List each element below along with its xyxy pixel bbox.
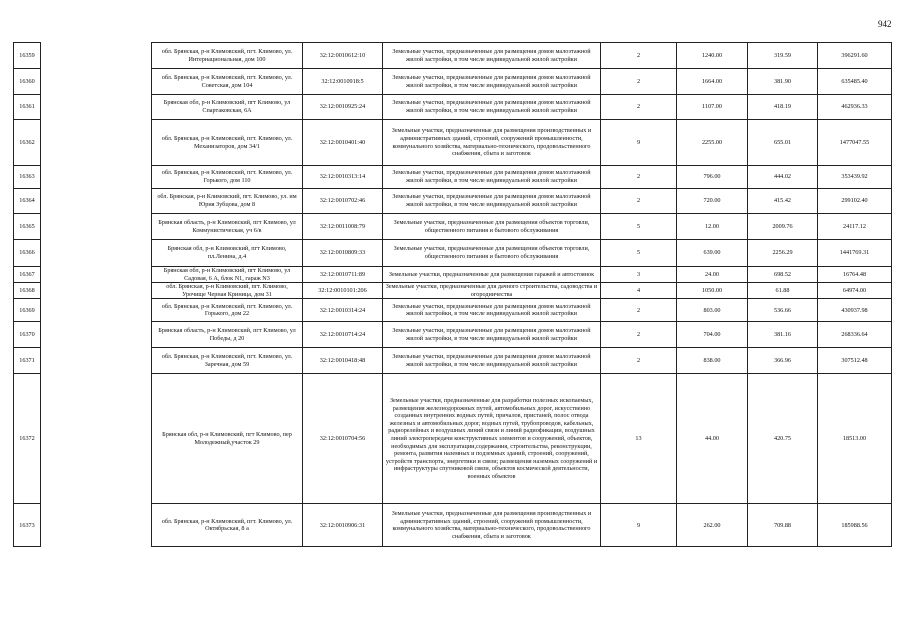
specific-value-cell: 2256.29: [748, 240, 818, 267]
group-cell: 9: [601, 120, 677, 166]
table-row: [14, 43, 892, 69]
group-cell: 13: [601, 374, 677, 504]
cadastral-value-cell: 635485.40: [818, 69, 892, 95]
spacer-cell: [41, 166, 152, 189]
table-row: [14, 322, 892, 348]
cadastral-value-cell: 268336.64: [818, 322, 892, 348]
group-cell: 5: [601, 214, 677, 240]
cadastral-number-cell: 32:12:0010809:33: [303, 240, 383, 267]
specific-value-cell: 418.19: [748, 95, 818, 120]
area-cell: 1240.00: [677, 43, 748, 69]
group-cell: 2: [601, 69, 677, 95]
row-number-cell: 16363: [14, 166, 41, 189]
table-row: [14, 348, 892, 374]
specific-value-cell: 420.75: [748, 374, 818, 504]
cadastral-value-cell: 396291.60: [818, 43, 892, 69]
row-number-cell: 16361: [14, 95, 41, 120]
table-row: [14, 214, 892, 240]
table-row: [14, 299, 892, 322]
land-use-cell: Земельные участки, предназначенные для дачного строительства, садоводства и огородничества: [383, 283, 601, 299]
page-number: 942: [878, 19, 892, 29]
area-cell: 44.00: [677, 374, 748, 504]
address-cell: обл. Брянская, р-н Климовский, пгт. Климово, ул. Механизаторов, дом 34/1: [152, 120, 303, 166]
cadastral-value-cell: 18513.00: [818, 374, 892, 504]
group-cell: 2: [601, 322, 677, 348]
row-number-cell: 16362: [14, 120, 41, 166]
cadastral-value-cell: 430937.98: [818, 299, 892, 322]
cadastral-number-cell: 32:12:0010418:48: [303, 348, 383, 374]
spacer-cell: [41, 504, 152, 547]
land-use-cell: Земельные участки, предназначенные для размещения домов малоэтажной жилой застройки, в том числе индивидуальной жилой застройки: [383, 189, 601, 214]
spacer-cell: [41, 283, 152, 299]
row-number-cell: 16368: [14, 283, 41, 299]
specific-value-cell: 61.88: [748, 283, 818, 299]
row-number-cell: 16371: [14, 348, 41, 374]
area-cell: 639.00: [677, 240, 748, 267]
spacer-cell: [41, 299, 152, 322]
address-cell: обл. Брянская, р-н Климовский, пгт. Климово, ул. Заречная, дом 59: [152, 348, 303, 374]
address-cell: Брянская область, р-н Климовский, пгт Климово, ул Коммунистическая, уч 6/в: [152, 214, 303, 240]
group-cell: 2: [601, 189, 677, 214]
group-cell: 2: [601, 43, 677, 69]
group-cell: 9: [601, 504, 677, 547]
area-cell: 12.00: [677, 214, 748, 240]
row-number-cell: 16372: [14, 374, 41, 504]
land-use-cell: Земельные участки, предназначенные для размещения гаражей и автостоянок: [383, 267, 601, 283]
cadastral-number-cell: 32:12:0010925:24: [303, 95, 383, 120]
cadastral-number-cell: 32:12:0010313:14: [303, 166, 383, 189]
specific-value-cell: 415.42: [748, 189, 818, 214]
land-use-cell: Земельные участки, предназначенные для разработки полезных ископаемых, размещения железнодорожных путей, автомобильных дорог, искусственно созданных внутренних водных путей, причалов, пристаней, полос отвода железных и автомобильных дорог, водных путей, трубопроводов, кабельных, радиорелейных и воздушных линий связи и линий радиофикации, воздушных линий электропередачи конструктивных элементов и сооружений, объектов, необходимых для эксплуатации,содержания, строительства, реконструкции, ремонта, развития наземных и подземных зданий, строений, сооружений, устройств транспорта, энергетики и связи; размещения наземных сооружений и инфраструктуры спутниковой связи, объектов космической деятельности, военных объектов: [383, 374, 601, 504]
specific-value-cell: 698.52: [748, 267, 818, 283]
area-cell: 262.00: [677, 504, 748, 547]
address-cell: обл. Брянская, р-н Климовский, пгт. Климово, ул. Горького, дом 110: [152, 166, 303, 189]
area-cell: 704.00: [677, 322, 748, 348]
spacer-cell: [41, 214, 152, 240]
cadastral-value-cell: 64974.00: [818, 283, 892, 299]
specific-value-cell: 366.96: [748, 348, 818, 374]
land-use-cell: Земельные участки, предназначенные для размещения производственных и административных зданий, строений, сооружений промышленности, коммунального хозяйства, материально-технического, продовольственного снабжения, сбыта и заготовок: [383, 504, 601, 547]
table-row: [14, 120, 892, 166]
cadastral-number-cell: 32:12:0010711:89: [303, 267, 383, 283]
address-cell: обл. Брянская, р-н Климовский, пгт. Климово, ул. им Юрия Зубцова, дом 8: [152, 189, 303, 214]
land-use-cell: Земельные участки, предназначенные для размещения домов малоэтажной жилой застройки, в том числе индивидуальной жилой застройки: [383, 322, 601, 348]
table-row: [14, 166, 892, 189]
group-cell: 2: [601, 95, 677, 120]
specific-value-cell: 2009.76: [748, 214, 818, 240]
cadastral-value-cell: 353439.92: [818, 166, 892, 189]
area-cell: 1050.00: [677, 283, 748, 299]
address-cell: Брянская обл, р-н Климовский, пгт Климово, ул Спартаковская, 6А: [152, 95, 303, 120]
cadastral-value-cell: 185988.56: [818, 504, 892, 547]
spacer-cell: [41, 267, 152, 283]
area-cell: 1664.00: [677, 69, 748, 95]
spacer-cell: [41, 43, 152, 69]
specific-value-cell: 444.02: [748, 166, 818, 189]
group-cell: 2: [601, 348, 677, 374]
row-number-cell: 16369: [14, 299, 41, 322]
land-use-cell: Земельные участки, предназначенные для размещения домов малоэтажной жилой застройки, в том числе индивидуальной жилой застройки: [383, 95, 601, 120]
row-number-cell: 16360: [14, 69, 41, 95]
spacer-cell: [41, 322, 152, 348]
spacer-cell: [41, 120, 152, 166]
cadastral-number-cell: 32:12:0010101:206: [303, 283, 383, 299]
row-number-cell: 16366: [14, 240, 41, 267]
spacer-cell: [41, 348, 152, 374]
cadastral-number-cell: 32:12:0010704:56: [303, 374, 383, 504]
cadastral-value-cell: 16764.48: [818, 267, 892, 283]
table-row: [14, 95, 892, 120]
cadastral-number-cell: 32:12:0010314:24: [303, 299, 383, 322]
address-cell: обл. Брянская, р-н Климовский, пгт. Климово, ул. Советская, дом 104: [152, 69, 303, 95]
address-cell: Брянская область, р-н Климовский, пгт Климово, ул Победы, д 20: [152, 322, 303, 348]
cadastral-value-cell: 307512.48: [818, 348, 892, 374]
specific-value-cell: 655.01: [748, 120, 818, 166]
table-row: [14, 189, 892, 214]
land-use-cell: Земельные участки, предназначенные для размещения домов малоэтажной жилой застройки, в том числе индивидуальной жилой застройки: [383, 348, 601, 374]
area-cell: 720.00: [677, 189, 748, 214]
land-use-cell: Земельные участки, предназначенные для размещения домов малоэтажной жилой застройки, в том числе индивидуальной жилой застройки: [383, 43, 601, 69]
area-cell: 2255.00: [677, 120, 748, 166]
group-cell: 2: [601, 299, 677, 322]
group-cell: 3: [601, 267, 677, 283]
specific-value-cell: 536.66: [748, 299, 818, 322]
row-number-cell: 16365: [14, 214, 41, 240]
row-number-cell: 16370: [14, 322, 41, 348]
specific-value-cell: 381.16: [748, 322, 818, 348]
address-cell: обл. Брянская, р-н Климовский, пгт. Климово, ул. Интернациональная, дом 100: [152, 43, 303, 69]
row-number-cell: 16373: [14, 504, 41, 547]
cadastral-value-table: [13, 42, 892, 547]
address-cell: Брянская обл, р-н Климовский, пгт Климово, пер Молодежный,участок 29: [152, 374, 303, 504]
cadastral-number-cell: 32:12:0010401:40: [303, 120, 383, 166]
land-use-cell: Земельные участки, предназначенные для размещения объектов торговли, общественного питания и бытового обслуживания: [383, 240, 601, 267]
row-number-cell: 16359: [14, 43, 41, 69]
cadastral-number-cell: 32:12:0010714:24: [303, 322, 383, 348]
address-cell: обл. Брянская, р-н Климовский, пгт. Климово, ул. Октябрьская, 8 а: [152, 504, 303, 547]
cadastral-number-cell: 32:12:0010906:31: [303, 504, 383, 547]
area-cell: 796.00: [677, 166, 748, 189]
cadastral-value-cell: 24117.12: [818, 214, 892, 240]
specific-value-cell: 319.59: [748, 43, 818, 69]
specific-value-cell: 709.88: [748, 504, 818, 547]
spacer-cell: [41, 189, 152, 214]
specific-value-cell: 381.90: [748, 69, 818, 95]
cadastral-value-cell: 462936.33: [818, 95, 892, 120]
cadastral-number-cell: 32:12:0010612:10: [303, 43, 383, 69]
land-use-cell: Земельные участки, предназначенные для размещения объектов торговли, общественного питания и бытового обслуживания: [383, 214, 601, 240]
table-row: [14, 504, 892, 547]
cadastral-number-cell: 32:12:0010918:5: [303, 69, 383, 95]
address-cell: обл. Брянская, р-н Климовский, пгт. Климово, ул. Горького, дом 22: [152, 299, 303, 322]
address-cell: Брянская обл, р-н Климовский, пгт Климово, пл.Ленина, д.4: [152, 240, 303, 267]
area-cell: 838.00: [677, 348, 748, 374]
area-cell: 24.00: [677, 267, 748, 283]
table-row: [14, 240, 892, 267]
cadastral-number-cell: 32:12:0011008:79: [303, 214, 383, 240]
cadastral-number-cell: 32:12:0010702:46: [303, 189, 383, 214]
cadastral-value-cell: 1477047.55: [818, 120, 892, 166]
row-number-cell: 16367: [14, 267, 41, 283]
spacer-cell: [41, 69, 152, 95]
area-cell: 803.00: [677, 299, 748, 322]
group-cell: 2: [601, 166, 677, 189]
land-use-cell: Земельные участки, предназначенные для размещения домов малоэтажной жилой застройки, в том числе индивидуальной жилой застройки: [383, 299, 601, 322]
address-cell: обл. Брянская, р-н Климовский, пгт. Климово, Урочище Черная Криница, дом 31: [152, 283, 303, 299]
address-cell: Брянская обл, р-н Климовский, пгт Климово, ул Садовая, 6 А, блок N1, гараж N3: [152, 267, 303, 283]
land-use-cell: Земельные участки, предназначенные для размещения домов малоэтажной жилой застройки, в том числе индивидуальной жилой застройки: [383, 69, 601, 95]
table-row: [14, 374, 892, 504]
land-use-cell: Земельные участки, предназначенные для размещения домов малоэтажной жилой застройки, в том числе индивидуальной жилой застройки: [383, 166, 601, 189]
cadastral-value-cell: 299102.40: [818, 189, 892, 214]
land-use-cell: Земельные участки, предназначенные для размещения производственных и административных зданий, строений, сооружений промышленности, коммунального хозяйства, материально-технического, продовольственного снабжения, сбыта и заготовок: [383, 120, 601, 166]
area-cell: 1107.00: [677, 95, 748, 120]
spacer-cell: [41, 95, 152, 120]
table-row: [14, 69, 892, 95]
cadastral-value-cell: 1441769.31: [818, 240, 892, 267]
group-cell: 4: [601, 283, 677, 299]
table-row: [14, 267, 892, 283]
spacer-cell: [41, 374, 152, 504]
group-cell: 5: [601, 240, 677, 267]
table-row: [14, 283, 892, 299]
spacer-cell: [41, 240, 152, 267]
row-number-cell: 16364: [14, 189, 41, 214]
